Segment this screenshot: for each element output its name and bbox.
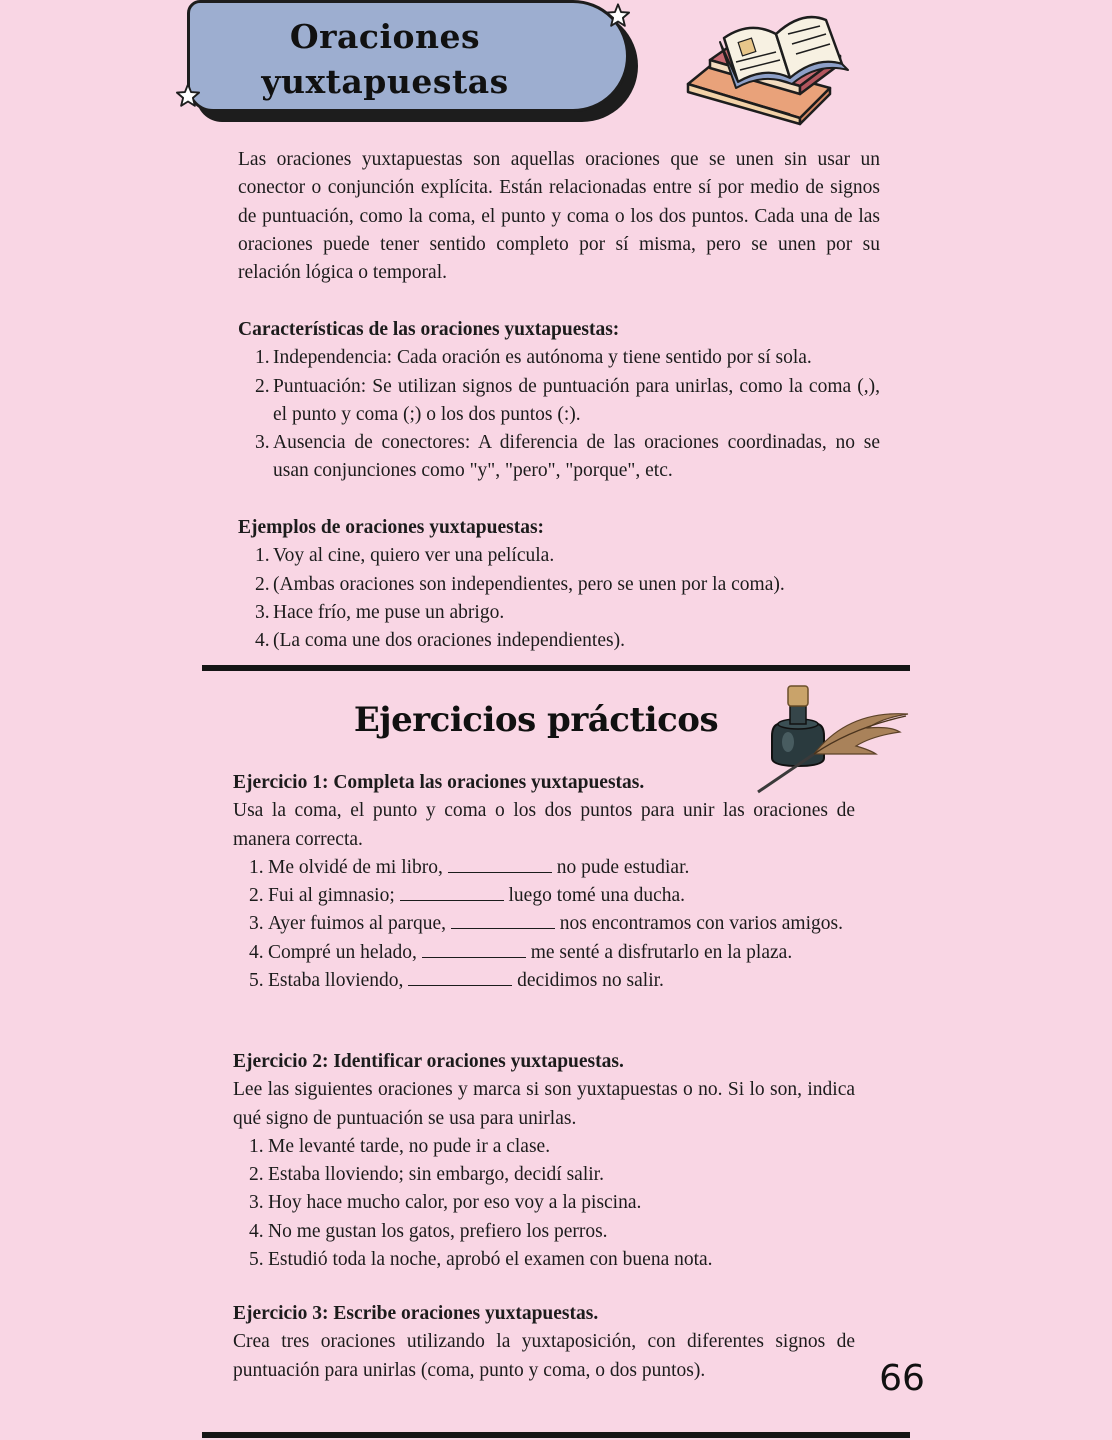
star-icon [604, 2, 632, 30]
exercises-title: Ejercicios prácticos [353, 700, 719, 740]
exercise-2-heading: Ejercicio 2: Identificar oraciones yuxtapuestas. [233, 1051, 624, 1072]
list-item: 3. Ayer fuimos al parque, nos encontramos con varios amigos. [233, 910, 855, 938]
exercise-3-instructions: Crea tres oraciones utilizando la yuxtaposición, con diferentes signos de puntuación para unirlas (coma, punto y coma, o dos puntos). [233, 1331, 855, 1381]
answer-blank[interactable] [408, 967, 512, 986]
intro-paragraph: Las oraciones yuxtapuestas son aquellas oraciones que se unen sin usar un conector o conjunción explícita. Están relacionadas entre sí por medio de signos de puntuación, como la coma, el punto y coma o los dos puntos. Cada una de las oraciones puede tener sentido completo por sí misma, pero se unen por su relación lógica o temporal. [238, 149, 880, 284]
page-title [187, 14, 583, 104]
list-item: 2. Puntuación: Se utilizan signos de puntuación para unirlas, como la coma (,), el punto y coma (;) o los dos puntos (:). [255, 375, 880, 425]
list-item: 1. Me olvidé de mi libro, no pude estudiar. [233, 854, 855, 882]
list-item: 4. No me gustan los gatos, prefiero los perros. [249, 1220, 608, 1242]
examples-list [238, 542, 880, 655]
bottom-divider [202, 1432, 910, 1438]
answer-blank[interactable] [422, 939, 526, 958]
examples-heading: Ejemplos de oraciones yuxtapuestas: [238, 517, 545, 538]
list-item: 1. Independencia: Cada oración es autónoma y tiene sentido por sí sola. [255, 347, 812, 369]
examples-section [238, 514, 880, 655]
exercise-3-heading: Ejercicio 3: Escribe oraciones yuxtapuestas. [233, 1303, 599, 1324]
exercise-1-instructions: Usa la coma, el punto y coma o los dos puntos para unir las oraciones de manera correcta. [233, 800, 855, 850]
list-item: 2. Fui al gimnasio; luego tomé una ducha. [233, 882, 855, 910]
exercise-2 [233, 1048, 855, 1274]
answer-blank[interactable] [451, 910, 555, 929]
page-number: 66 [879, 1358, 925, 1399]
page-title-line2: yuxtapuestas [261, 62, 509, 101]
list-item: 3. Hace frío, me puse un abrigo. [255, 601, 505, 623]
exercise-2-list [233, 1133, 855, 1274]
list-item: 2. (Ambas oraciones son independientes, pero se unen por la coma). [255, 573, 785, 595]
list-item: 5. Estaba lloviendo, decidimos no salir. [233, 967, 855, 995]
list-item: 4. (La coma une dos oraciones independientes). [255, 630, 625, 652]
list-item: 2. Estaba lloviendo; sin embargo, decidí salir. [249, 1164, 604, 1186]
characteristics-heading: Características de las oraciones yuxtapuestas: [238, 319, 620, 340]
exercise-3 [233, 1300, 855, 1385]
star-icon [174, 82, 202, 110]
books-icon [680, 0, 860, 128]
section-divider [202, 665, 910, 671]
list-item: 3. Hoy hace mucho calor, por eso voy a la piscina. [249, 1192, 642, 1214]
page-title-line1: Oraciones [289, 17, 481, 56]
list-item: 1. Me levanté tarde, no pude ir a clase. [249, 1135, 551, 1157]
exercise-1-list [233, 854, 855, 995]
exercise-2-instructions: Lee las siguientes oraciones y marca si son yuxtapuestas o no. Si lo son, indica qué signo de puntuación se usa para unirlas. [233, 1079, 855, 1129]
characteristics-list [238, 344, 880, 485]
exercise-1-heading: Ejercicio 1: Completa las oraciones yuxtapuestas. [233, 772, 645, 793]
list-item: 4. Compré un helado, me senté a disfrutarlo en la plaza. [233, 939, 855, 967]
exercise-1 [233, 769, 855, 995]
characteristics-section [238, 316, 880, 486]
answer-blank[interactable] [400, 882, 504, 901]
list-item: 3. Ausencia de conectores: A diferencia de las oraciones coordinadas, no se usan conjunciones como "y", "pero", "porque", etc. [255, 432, 880, 482]
answer-blank[interactable] [448, 854, 552, 873]
list-item: 1. Voy al cine, quiero ver una película. [255, 545, 555, 567]
list-item: 5. Estudió toda la noche, aprobó el examen con buena nota. [249, 1249, 713, 1271]
